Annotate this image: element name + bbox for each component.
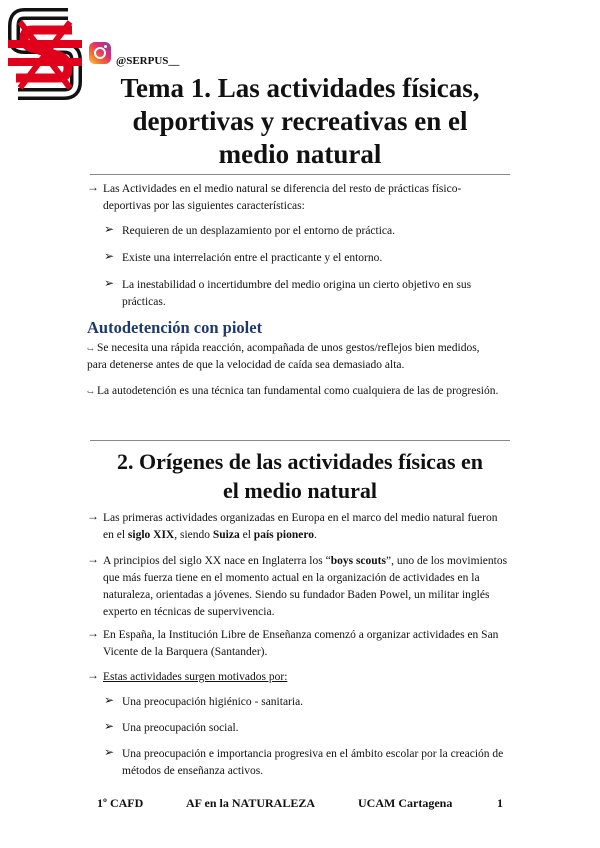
title-line: el medio natural [223, 478, 377, 503]
title-line: 2. Orígenes de las actividades físicas en [116, 449, 484, 474]
list-item: La inestabilidad o incertidumbre del medio origina un cierto objetivo en sus prácticas. [122, 279, 472, 308]
divider [90, 440, 510, 441]
return-arrow-icon: ↪ [87, 345, 94, 354]
paragraph: Se necesita una rápida reacción, acompañada de unos gestos/reflejos bien medidos, para detenerse antes de que la velocidad de caída sea demasiado alta. [87, 342, 480, 371]
bullet-arrow-icon: → [87, 626, 99, 640]
subbullet-icon: ➢ [104, 719, 115, 733]
paragraph: Estas actividades surgen motivados por: [103, 671, 288, 683]
subbullet-icon: ➢ [104, 222, 115, 236]
subbullet-icon: ➢ [104, 249, 115, 263]
subbullet-icon: ➢ [104, 693, 115, 707]
instagram-handle: @SERPUS__ [116, 55, 180, 67]
page-title [100, 72, 500, 171]
footer-school: UCAM Cartagena [358, 796, 453, 810]
return-arrow-icon: ↪ [87, 388, 94, 397]
paragraph: En España, la Institución Libre de Enseñanza comenzó a organizar actividades en San Vicente de la Barquera (Santander). [103, 629, 499, 658]
intro-paragraph: Las Actividades en el medio natural se diferencia del resto de prácticas físico-deportivas por las siguientes características: [103, 183, 462, 212]
page-number: 1 [497, 796, 503, 810]
bullet-arrow-icon: → [87, 552, 99, 566]
divider [90, 174, 510, 175]
paragraph: La autodetención es una técnica tan fundamental como cualquiera de las de progresión. [97, 385, 499, 397]
instagram-icon [89, 42, 111, 64]
footer-subject: AF en la NATURALEZA [186, 796, 316, 810]
list-item: Existe una interrelación entre el practicante y el entorno. [122, 252, 383, 264]
serpus-logo [6, 4, 84, 104]
list-item: Una preocupación e importancia progresiva en el ámbito escolar por la creación de métodos de enseñanza activos. [122, 748, 504, 777]
title-line: deportivas y recreativas en el [132, 106, 468, 136]
paragraph: Las primeras actividades organizadas en Europa en el marco del medio natural fueron en el siglo XIX, siendo Suiza el país pionero. [103, 512, 498, 541]
section-title [90, 447, 510, 505]
paragraph: A principios del siglo XX nace en Inglaterra los “boys scouts”, uno de los movimientos que más fuerza tiene en el momento actual en la organización de actividades en la naturaleza, orientadas a jóvenes. Siendo su fundador Baden Powel, un militar inglés experto en técnicas de supervivencia. [103, 555, 508, 618]
title-line: Tema 1. Las actividades físicas, [120, 73, 480, 103]
list-item: Una preocupación higiénico - sanitaria. [122, 696, 304, 708]
bullet-arrow-icon: → [87, 180, 99, 194]
bullet-arrow-icon: → [87, 668, 99, 682]
footer-course: 1º CAFD [97, 796, 144, 810]
subbullet-icon: ➢ [104, 745, 115, 759]
subsection-heading: Autodetención con piolet [87, 318, 263, 337]
list-item: Una preocupación social. [122, 722, 239, 734]
list-item: Requieren de un desplazamiento por el entorno de práctica. [122, 225, 396, 237]
subbullet-icon: ➢ [104, 276, 115, 290]
bullet-arrow-icon: → [87, 509, 99, 523]
title-line: medio natural [218, 139, 382, 169]
